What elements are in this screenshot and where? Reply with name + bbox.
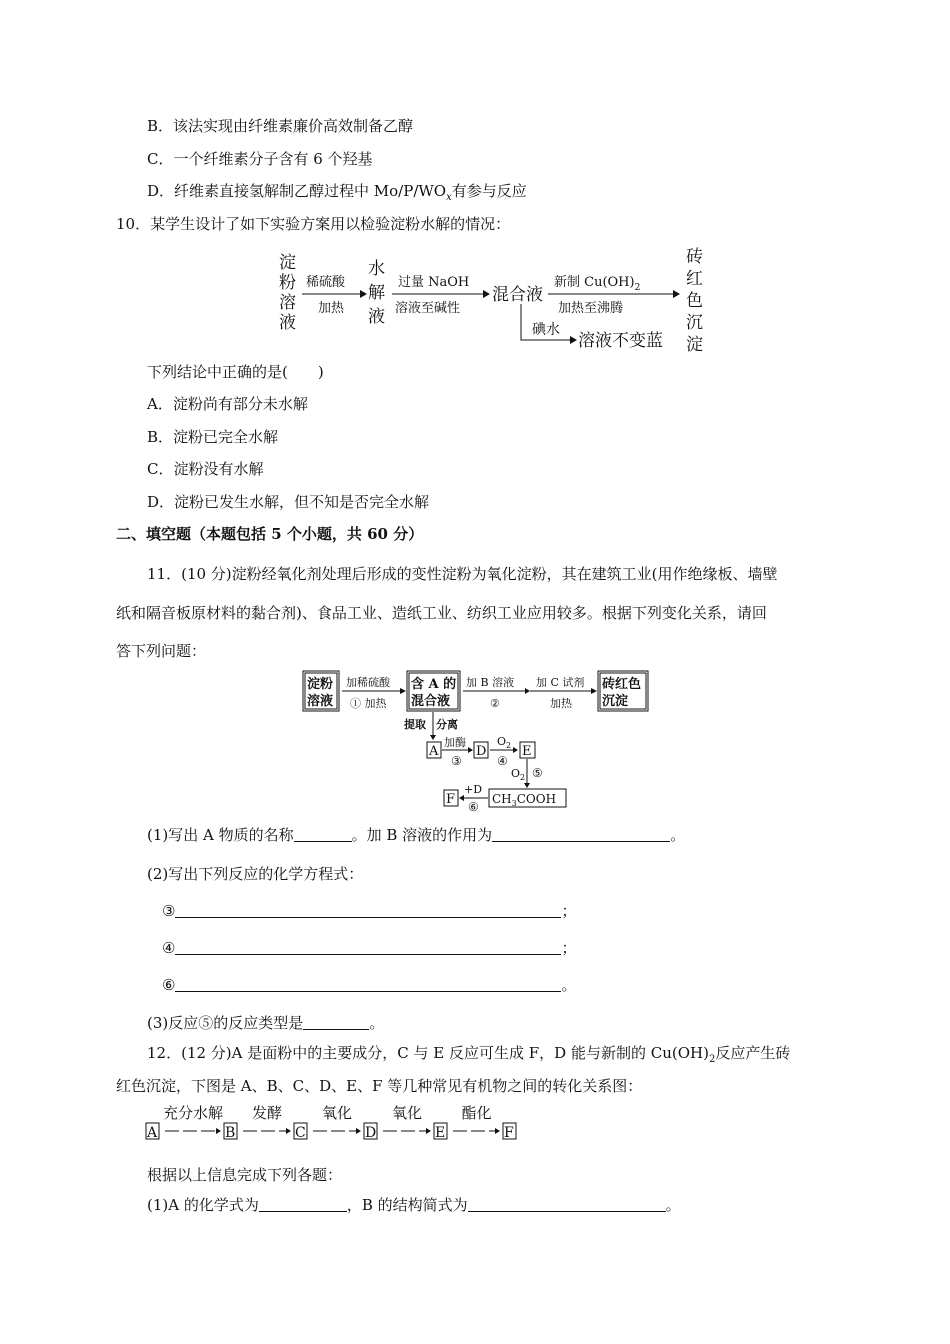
q11-num3: ③: [451, 754, 462, 768]
q11-box1-line2: 溶液: [307, 694, 334, 709]
q10-option-c: C．淀粉没有水解: [147, 460, 264, 478]
q11-arrow2-bottom: ②: [490, 697, 500, 710]
svg-text:A: A: [147, 1125, 158, 1141]
q11-num4: ④: [497, 754, 508, 768]
q10-option-b: B．淀粉已完全水解: [147, 428, 279, 446]
q11-sub3: [147, 1013, 384, 1033]
q11-eq3-end: ；: [561, 902, 577, 920]
q11-arrow3-top: 加 C 试剂: [536, 676, 585, 689]
q11-arrow1-head: [400, 688, 406, 694]
q11-box-f-label: F: [446, 792, 456, 807]
q11-o2-b-text: O: [511, 767, 521, 780]
q11-box-e-label: E: [522, 744, 532, 759]
q11-diagram: [300, 670, 675, 812]
q11-arrow-de-head: [513, 747, 518, 753]
q10-arrow2-head: [483, 290, 490, 298]
q12-line1-post: 反应产生砖: [715, 1044, 791, 1062]
svg-text:F: F: [504, 1125, 514, 1141]
q10-arrow1-head: [360, 290, 367, 298]
q10-start-2: 粉: [279, 273, 296, 293]
q11-eq4-label: ④: [162, 939, 176, 957]
q9-option-d-sub: x: [446, 192, 452, 203]
q11-plus-d: +D: [464, 783, 483, 796]
q11-arrow1-bottom: ① 加热: [350, 697, 387, 710]
q11-o2-a-text: O: [497, 735, 507, 748]
q11-blank-a-name[interactable]: [294, 826, 352, 842]
q12-arrow-label-2: 发酵: [251, 1104, 283, 1122]
q12-node-e: [434, 1123, 447, 1141]
q11-enzyme: 加酶: [444, 736, 466, 749]
q12-sub1-c: 。: [665, 1196, 681, 1214]
q10-arrow3-bottom: 加热至沸腾: [558, 301, 624, 316]
q10-stem: 10．某学生设计了如下实验方案用以检验淀粉水解的情况：: [116, 215, 511, 233]
q11-box-a-label: A: [429, 744, 439, 759]
q11-box4-line2: 沉淀: [602, 694, 629, 709]
q11-o2-a: [497, 735, 511, 750]
q12-line1-sub: 2: [708, 1054, 716, 1065]
q10-end-1: 砖: [686, 247, 703, 267]
q10-arrow3-top-sub: 2: [634, 283, 641, 293]
q12-chain: [140, 1100, 520, 1146]
q10-mid1-3: 液: [368, 307, 385, 327]
q11-sub1-a: (1)写出 A 物质的名称: [147, 826, 294, 844]
q12-arrow-1: [163, 1104, 223, 1134]
q10-arrow2-top: 过量 NaOH: [398, 275, 470, 290]
q11-arrow1-top: 加稀硫酸: [346, 676, 390, 689]
q12-node-d: [364, 1123, 377, 1141]
svg-text:C: C: [295, 1125, 306, 1141]
q12-node-b: [224, 1123, 237, 1141]
q11-eq6-end: 。: [561, 976, 577, 994]
q11-arrow3-head: [591, 688, 597, 694]
q10-mid1-1: 水: [368, 259, 385, 279]
q11-blank-eq6[interactable]: [175, 976, 561, 992]
q10-mid1-2: 解: [368, 283, 385, 303]
q11-sub1-c: 。: [670, 826, 686, 844]
q10-arrow3-head: [673, 290, 680, 298]
q11-sub3-b: 。: [369, 1014, 385, 1032]
q11-blank-eq3[interactable]: [175, 902, 561, 918]
q10-diagram: [270, 244, 720, 358]
q12-line1: [147, 1043, 790, 1070]
q12-arrow-4: [383, 1104, 431, 1134]
q11-arrow-ad-head: [468, 747, 473, 753]
q11-sub2: (2)写出下列反应的化学方程式：: [147, 865, 364, 883]
q11-sub1: [147, 825, 685, 845]
q12-arrow-2: [243, 1104, 291, 1134]
q9-option-d-suffix: 有参与反应: [451, 182, 527, 200]
q12-node-a: [146, 1123, 159, 1141]
q11-down-head2: [524, 783, 530, 788]
q12-blank-formula[interactable]: [259, 1196, 347, 1212]
q11-o2-b-sub: 2: [520, 773, 526, 782]
q11-box4-line1: 砖红色: [602, 677, 642, 692]
q12-sub1-b: ，B 的结构简式为: [346, 1196, 468, 1214]
q11-down-head1: [430, 735, 436, 740]
q10-branch-label: 碘水: [532, 322, 560, 338]
q12-arrow-label-1: 充分水解: [162, 1104, 224, 1122]
q10-option-a: A．淀粉尚有部分未水解: [147, 395, 308, 413]
q10-arrow2-bottom: 溶液至碱性: [395, 301, 461, 316]
q12-blank-structure[interactable]: [468, 1196, 666, 1212]
q9-option-c: C．一个纤维素分子含有 6 个羟基: [147, 150, 373, 168]
q10-end-3: 色: [686, 291, 703, 311]
q11-arrow2-top: 加 B 溶液: [466, 676, 515, 689]
q10-branch-head: [570, 336, 577, 344]
svg-text:B: B: [225, 1125, 236, 1141]
q11-box-d-label: D: [476, 744, 487, 759]
q11-sub1-b: 。加 B 溶液的作用为: [351, 826, 493, 844]
q12-line3: 根据以上信息完成下列各题：: [147, 1166, 343, 1184]
q11-para-line3: 答下列问题：: [116, 642, 207, 660]
q11-box1-line1: 淀粉: [307, 677, 334, 692]
q12-arrow-label-4: 氧化: [391, 1104, 423, 1122]
q10-end-5: 淀: [686, 335, 703, 355]
q11-arrow3-bottom: 加热: [550, 697, 572, 710]
q12-line2: 红色沉淀，下图是 A、B、C、D、E、F 等几种常见有机物之间的转化关系图：: [116, 1077, 643, 1095]
svg-text:E: E: [435, 1125, 446, 1141]
q11-o2-a-sub: 2: [506, 741, 512, 750]
q10-arrow1-bottom: 加热: [318, 301, 345, 316]
section2-title: 二、填空题（本题包括 5 个小题，共 60 分）: [116, 525, 424, 543]
q10-option-d: D．淀粉已发生水解，但不知是否完全水解: [147, 493, 430, 511]
q12-arrow-label-5: 酯化: [461, 1104, 492, 1122]
q11-separate: 分离: [436, 718, 458, 731]
q11-eq6: [162, 975, 576, 995]
q11-sub3-a: (3)反应⑤的反应类型是: [147, 1014, 304, 1032]
q12-node-c: [294, 1123, 307, 1141]
q11-blank-b-role[interactable]: [492, 826, 670, 842]
q11-box2-line2: 混合液: [411, 694, 451, 709]
q12-sub1: [147, 1195, 681, 1215]
q10-arrow3-top: [554, 274, 640, 293]
q11-extract: 提取: [404, 718, 426, 731]
q10-question: 下列结论中正确的是( ): [147, 363, 324, 381]
q12-node-f: [503, 1123, 516, 1141]
q9-option-d-prefix: D．纤维素直接氢解制乙醇过程中 Mo/P/WO: [147, 182, 447, 200]
q10-start-4: 液: [279, 313, 296, 333]
q11-blank-eq4[interactable]: [175, 939, 561, 955]
q10-arrow3-top-text: 新制 Cu(OH): [554, 275, 635, 290]
q10-start-1: 淀: [279, 253, 296, 273]
q11-acid-post: COOH: [516, 792, 557, 806]
q10-start-3: 溶: [279, 293, 296, 313]
svg-text:D: D: [365, 1125, 377, 1141]
q12-arrow-5: [453, 1104, 500, 1134]
q11-num6: ⑥: [468, 800, 479, 812]
q11-acid-pre: CH: [492, 792, 512, 806]
q11-eq4: [162, 938, 576, 958]
q12-arrow-3: [313, 1104, 361, 1134]
q9-option-b: B．该法实现由纤维素廉价高效制备乙醇: [147, 117, 414, 135]
q11-num5: ⑤: [532, 766, 543, 780]
q11-eq3: [162, 901, 576, 921]
q11-para-line1: 11．(10 分)淀粉经氧化剂处理后形成的变性淀粉为氧化淀粉，其在建筑工业(用作绝缘板、墙壁: [147, 565, 778, 583]
q11-acid: [492, 792, 556, 808]
q9-option-d: [147, 181, 527, 208]
q12-sub1-a: (1)A 的化学式为: [147, 1196, 259, 1214]
q11-eq3-label: ③: [162, 902, 176, 920]
q11-acid-sub: 3: [511, 799, 517, 808]
q11-o2-b: [511, 767, 525, 782]
q11-eq6-label: ⑥: [162, 976, 176, 994]
q11-blank-type[interactable]: [303, 1014, 369, 1030]
q10-end-4: 沉: [686, 313, 703, 333]
q10-arrow1-top: 稀硫酸: [306, 275, 346, 290]
q10-mid2: 混合液: [492, 285, 543, 305]
q11-arrow2-head: [525, 688, 530, 694]
q12-arrow-label-3: 氧化: [321, 1104, 353, 1122]
q11-box2-line1: 含 A 的: [411, 677, 457, 692]
q10-branch-result: 溶液不变蓝: [578, 331, 663, 351]
q11-eq4-end: ；: [561, 939, 577, 957]
q12-line1-pre: 12．(12 分)A 是面粉中的主要成分，C 与 E 反应可生成 F，D 能与新制的 Cu(OH): [147, 1044, 709, 1062]
q11-para-line2: 纸和隔音板原材料的黏合剂)、食品工业、造纸工业、纺织工业应用较多。根据下列变化关系，请回: [116, 604, 767, 622]
q10-end-2: 红: [686, 269, 703, 289]
